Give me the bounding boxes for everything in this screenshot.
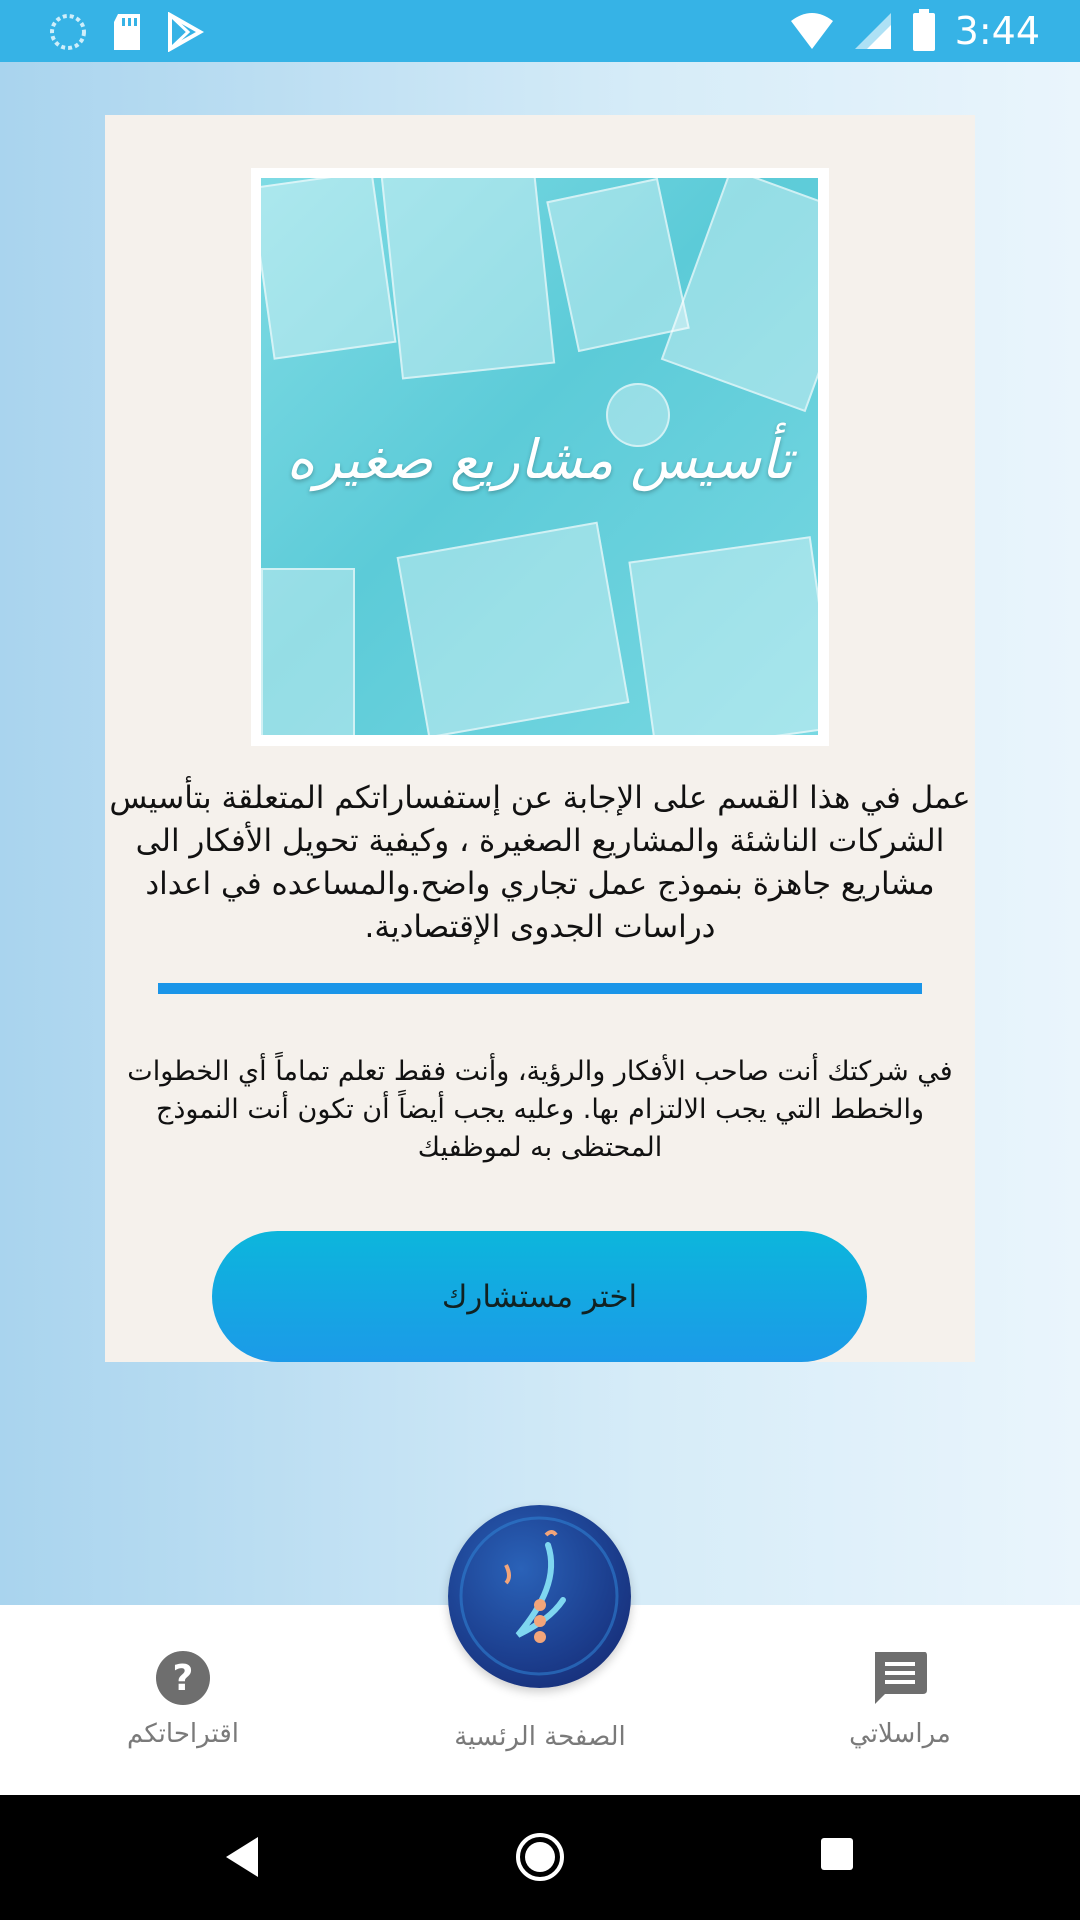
choose-consultant-button[interactable]: اختر مستشارك <box>212 1231 867 1362</box>
nav-item-home[interactable] <box>430 1716 650 1752</box>
status-time: 3:44 <box>954 9 1040 53</box>
nav-item-suggestions[interactable] <box>118 1650 248 1749</box>
nav-item-messages[interactable] <box>840 1650 960 1749</box>
nav-label-messages: مراسلاتي <box>849 1719 951 1749</box>
secondary-description: في شركتك أنت صاحب الأفكار والرؤية، وأنت فقط تعلم تماماً أي الخطوات والخطط التي يجب الالتزام بها. وعليه يجب أيضاً أن تكون أنت النموذج المحتظى به لموظفيك <box>127 1056 953 1163</box>
status-bar <box>0 0 1080 62</box>
system-navigation-bar <box>0 1795 1080 1920</box>
signal-icon <box>853 11 893 51</box>
back-icon[interactable] <box>222 1835 262 1879</box>
wifi-icon <box>789 11 835 51</box>
recents-icon[interactable] <box>820 1837 854 1871</box>
banner-image <box>261 178 818 735</box>
banner-title: تأسيس مشاريع صغيره <box>286 428 793 491</box>
chat-icon <box>871 1650 929 1706</box>
nav-label-home: الصفحة الرئسية <box>454 1722 626 1752</box>
home-icon[interactable] <box>514 1831 566 1883</box>
svg-text:?: ? <box>172 1658 194 1699</box>
battery-icon <box>911 9 937 53</box>
logo-icon <box>448 1505 631 1688</box>
banner-image-frame <box>251 168 829 746</box>
play-store-icon <box>166 12 204 52</box>
content-card <box>105 115 975 1362</box>
nav-label-suggestions: اقتراحاتكم <box>127 1719 239 1749</box>
help-icon <box>155 1650 211 1706</box>
section-divider <box>158 983 922 994</box>
sync-icon <box>48 12 88 52</box>
home-logo-button[interactable] <box>448 1505 631 1688</box>
sd-card-icon <box>110 12 144 52</box>
section-description: عمل في هذا القسم على الإجابة عن إستفساراتكم المتعلقة بتأسيس الشركات الناشئة والمشاريع الصغيرة ، وكيفية تحويل الأفكار الى مشاريع جاهزة بنموذج عمل تجاري واضح.والمساعده في اعداد دراسات الجدوى الإقتصادية. <box>109 780 971 945</box>
